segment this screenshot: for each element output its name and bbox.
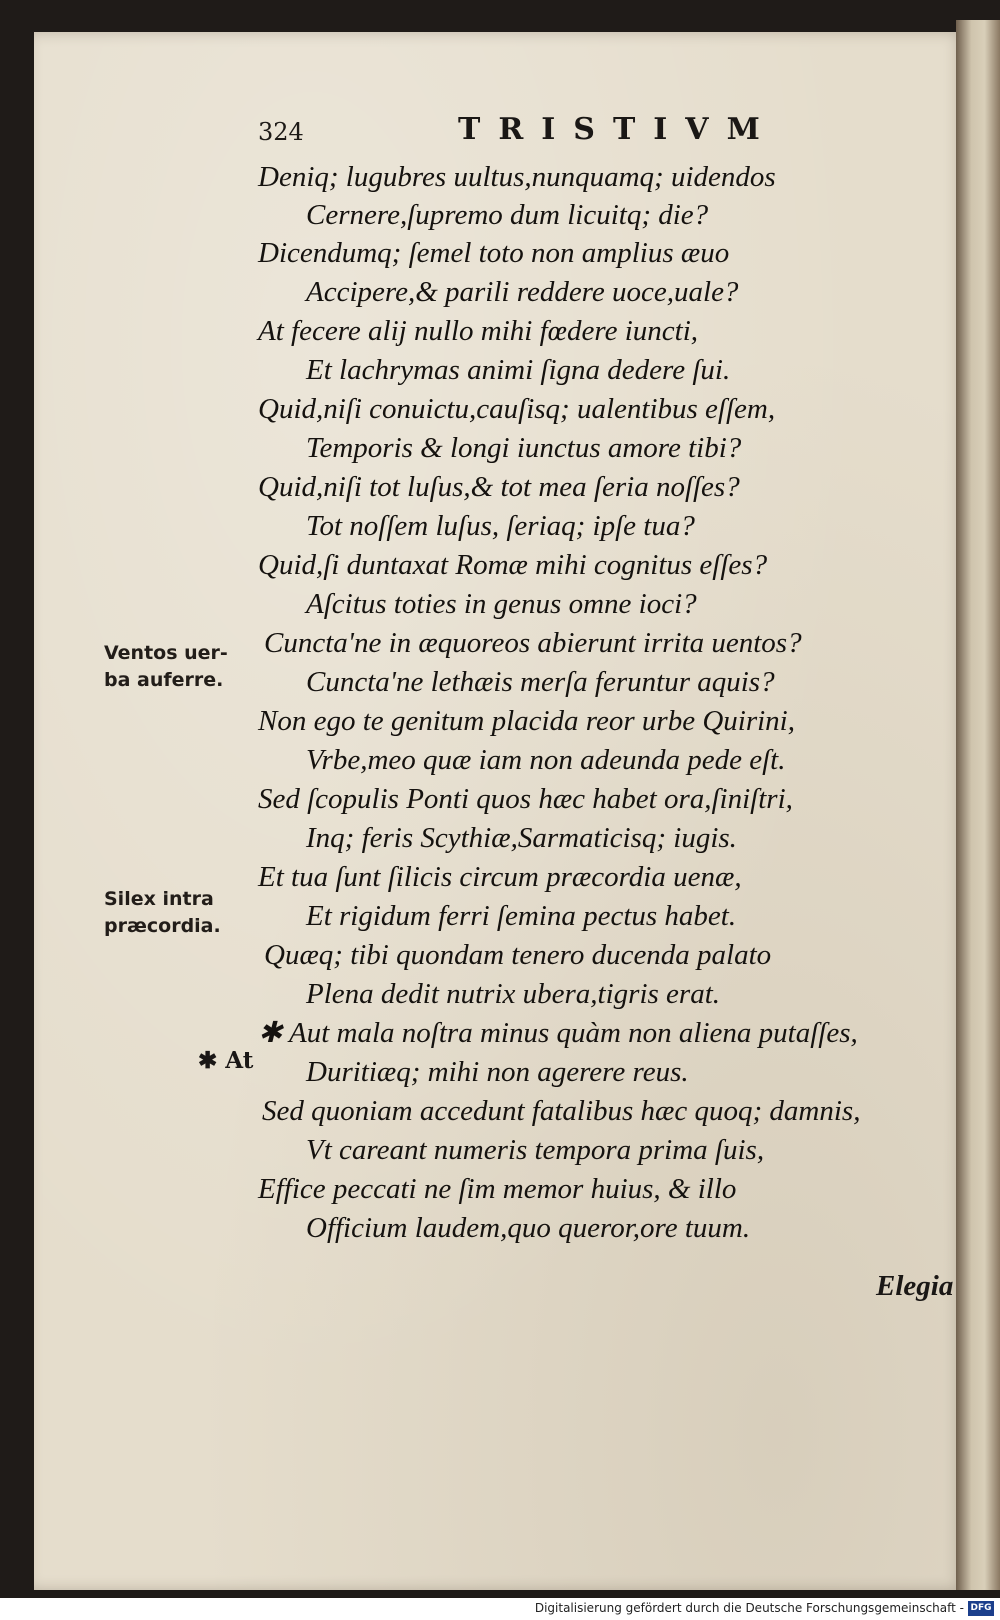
verse-line: Accipere,& parili reddere uoce,uale? [306,276,739,308]
verse-line: Temporis & longi iunctus amore tibi? [306,432,742,464]
verse-line: Inq; feris Scythiæ,Sarmaticisq; iugis. [306,822,737,854]
margin-note-line: ba auferre. [104,669,224,691]
margin-variant-marker: ✱ At [198,1047,254,1074]
margin-note-silex [104,886,221,940]
verse-line: Plena dedit nutrix ubera,tigris erat. [306,978,721,1010]
digitization-footer [0,1598,1000,1620]
verse-line: Tot noſſem luſus, ſeriaq; ipſe tua? [306,510,695,542]
verse-line: Duritiæq; mihi non agerere reus. [306,1056,689,1088]
funding-credit: Digitalisierung gefördert durch die Deutsche Forschungsgemeinschaft - [534,1601,964,1615]
dfg-logo: DFG [968,1601,994,1616]
catchword: Elegia [876,1270,954,1302]
verse-line: Cuncta'ne in æquoreos abierunt irrita uentos? [264,627,802,659]
running-title: TRISTIVM [458,112,778,147]
margin-note-line: Ventos uer- [104,642,228,664]
verse-line: Cuncta'ne lethæis merſa feruntur aquis? [306,666,775,698]
margin-note-line: Silex intra [104,888,214,910]
verse-line: Effice peccati ne ſim memor huius, & illo [258,1173,737,1205]
verse-line: Cernere,ſupremo dum licuitq; die? [306,199,709,231]
verse-line: Sed ſcopulis Ponti quos hæc habet ora,ſiniſtri, [258,783,793,815]
verse-line: Officium laudem,quo queror,ore tuum. [306,1212,751,1244]
verse-line: Quid,niſi tot luſus,& tot mea ſeria noſſes? [258,471,740,503]
verse-line: Dicendumq; ſemel toto non amplius æuo [258,237,730,269]
page-number: 324 [258,118,304,146]
verse-line: Aſcitus toties in genus omne ioci? [306,588,697,620]
verse-line: ✱ Aut mala noſtra minus quàm non aliena putaſſes, [258,1017,858,1049]
verse-line: Quid,niſi conuictu,cauſisq; ualentibus eſſem, [258,393,776,425]
verse-line: Deniq; lugubres uultus,nunquamq; uidendos [258,161,776,193]
verse-line: Non ego te genitum placida reor urbe Quirini, [258,705,795,737]
verse-line: Quæq; tibi quondam tenero ducenda palato [264,939,772,971]
verse-line: Et lachrymas animi ſigna dedere ſui. [306,354,731,386]
verse-line: Vt careant numeris tempora prima ſuis, [306,1134,765,1166]
verse-line: Quid,ſi duntaxat Romæ mihi cognitus eſſes? [258,549,768,581]
verse-line: Et tua ſunt ſilicis circum præcordia uenæ, [258,861,742,893]
margin-note-ventos [104,640,228,694]
margin-note-line: præcordia. [104,915,221,937]
verse-line: Sed quoniam accedunt fatalibus hæc quoq; damnis, [262,1095,861,1127]
verse-line: Vrbe,meo quæ iam non adeunda pede eſt. [306,744,786,776]
verse-line: At fecere alij nullo mihi fœdere iuncti, [258,315,699,347]
verse-line: Et rigidum ferri ſemina pectus habet. [306,900,737,932]
